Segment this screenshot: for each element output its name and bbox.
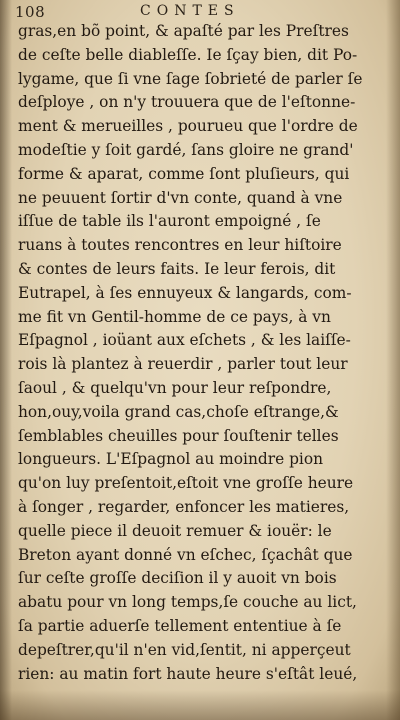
text-line: qu'on luy preſentoit,eſtoit vne groſſe heure <box>18 474 354 493</box>
text-line: de ceſte belle diableſſe. Ie ſçay bien, dit Po- <box>18 45 358 64</box>
text-line: ne peuuent ſortir d'vn conte, quand à vne <box>18 188 343 207</box>
text-line: rois là plantez à reuerdir , parler tout leur <box>18 355 348 374</box>
text-line: Breton ayant donné vn eſchec, ſçachât que <box>18 545 353 564</box>
text-line: ment & merueilles , pourueu que l'ordre de <box>18 117 358 136</box>
page-number: 108 <box>15 3 46 21</box>
text-line: lygame, que ſi vne ſage ſobrieté de parler ſe <box>18 69 363 88</box>
text-line: & contes de leurs faits. Ie leur ferois, dit <box>18 259 336 278</box>
text-line: longueurs. L'Eſpagnol au moindre pion <box>18 450 324 469</box>
text-line: iſſue de table ils l'auront empoigné , ſe <box>18 212 321 231</box>
text-line: gras,en bõ point, & apaſté par les Preſtres <box>18 22 349 40</box>
text-line: forme & aparat, comme ſont pluſieurs, qui <box>18 164 350 183</box>
text-line: Eutrapel, à ſes ennuyeux & langards, com- <box>18 283 352 302</box>
text-line: Eſpagnol , ioüant aux eſchets , & les laiſſe- <box>18 331 351 350</box>
text-line: ſaoul , & quelqu'vn pour leur reſpondre, <box>18 378 332 397</box>
text-line: ſur ceſte groſſe deciſion il y auoit vn bois <box>18 569 337 588</box>
text-line: hon,ouy,voila grand cas,choſe eſtrange,& <box>18 402 339 421</box>
text-line: depeſtrer,qu'il n'en vid,ſentit, ni apperçeut <box>18 640 351 659</box>
text-line: ruans à toutes rencontres en leur hiſtoire <box>18 236 342 255</box>
text-line: modeſtie y ſoit gardé, ſans gloire ne grand' <box>18 140 354 159</box>
page-bottom-shadow <box>0 690 400 720</box>
gutter-shadow <box>0 0 12 720</box>
text-line: quelle piece il deuoit remuer & iouër: le <box>18 521 332 540</box>
running-title: CONTES <box>140 3 240 19</box>
text-line: ſa partie aduerſe tellement ententiue à ſe <box>18 616 342 635</box>
text-line: abatu pour vn long temps,ſe couche au lict, <box>18 593 357 612</box>
text-line: me fit vn Gentil-homme de ce pays, à vn <box>18 307 331 326</box>
body-text <box>18 20 376 686</box>
text-line: à ſonger , regarder, enfoncer les matieres, <box>18 497 350 516</box>
text-line: ſemblables cheuilles pour ſouſtenir telles <box>18 426 339 445</box>
text-line: deſploye , on n'y trouuera que de l'eſtonne- <box>18 93 356 112</box>
page-edge-shadow <box>386 0 400 720</box>
text-line: rien: au matin fort haute heure s'eſtât leué, <box>18 664 358 683</box>
